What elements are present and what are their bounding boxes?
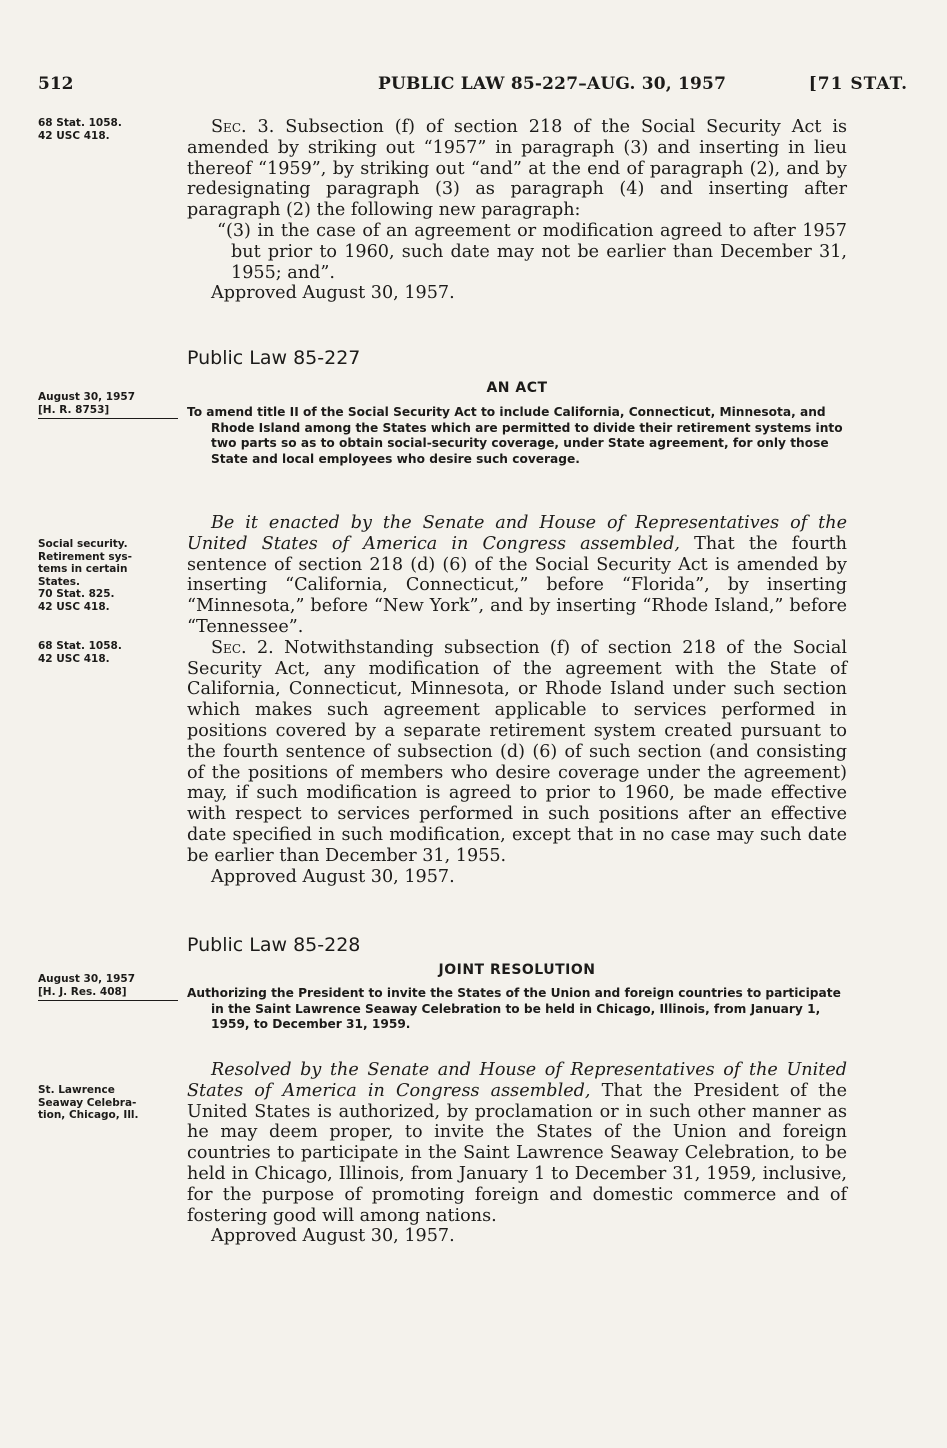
act-heading: AN ACT — [486, 380, 548, 396]
section-label: Sec. 3. — [211, 117, 275, 137]
section-3-block — [187, 117, 847, 304]
margin-usc-ref: 42 USC 418. — [38, 652, 110, 665]
section-2-paragraph — [187, 638, 847, 867]
resolving-text: That the President of the United States is authorized, by proclamation or in such other manner as he may deem proper, to invite the States of the Union and foreign countries to participate in the Saint Lawrence Seaway Celebration, to be held in Chicago, Illinois, from January 1 to December 31, 1959, inclusive, for the purpose of promoting foreign and domestic commerce and of fostering good will among nations. — [187, 1080, 847, 1226]
margin-line: 70 Stat. 825. — [38, 588, 115, 600]
enacting-text: That the fourth sentence of section 218 (d) (6) of the Social Security Act is amended by inserting “California, Connecticut,” before “Florida”, by inserting “Minnesota,” before “New York”, and by inserting “Rhode Island,” before “Tennessee”. — [187, 533, 848, 637]
running-header — [38, 74, 908, 102]
enacting-clause-paragraph — [187, 513, 847, 638]
margin-note-sec2 — [38, 640, 178, 665]
bill-number-note: [H. J. Res. 408] — [38, 985, 127, 998]
margin-rule — [38, 1000, 178, 1001]
margin-line: 42 USC 418. — [38, 600, 110, 613]
resolving-clause-paragraph — [187, 1060, 847, 1226]
margin-note-seaway — [38, 1084, 178, 1122]
approval-line: Approved August 30, 1957. — [211, 866, 455, 887]
statute-volume: [71 STAT. — [808, 74, 908, 94]
bill-number-note: [H. R. 8753] — [38, 403, 110, 416]
approval-date-note: August 30, 1957 — [38, 391, 135, 403]
page-number: 512 — [38, 74, 74, 94]
margin-rule — [38, 418, 178, 419]
margin-line: Social security. — [38, 538, 128, 550]
joint-resolution-heading: JOINT RESOLUTION — [438, 962, 596, 978]
pl227-body — [187, 513, 847, 887]
margin-usc-ref: 42 USC 418. — [38, 129, 110, 142]
section-2-text: Notwithstanding subsection (f) of section 218 of the Social Security Act, any modification of the agreement with the State of California, Connecticut, Minnesota, or Rhode Island under such section which makes such agreement applicable to services performed in positions covered by a separate retirement system created pursuant to the fourth sentence of subsection (d) (6) of such section (and consisting of the positions of members who desire coverage under the agreement) may, if such modification is agreed to prior to 1960, be made effective with respect to services performed in such positions after an effective date specified in such modification, except that in no case may such date be earlier than December 31, 1955. — [187, 637, 848, 866]
approval-line: Approved August 30, 1957. — [211, 1226, 455, 1247]
margin-note-date-227 — [38, 391, 178, 419]
margin-line: St. Lawrence — [38, 1084, 115, 1096]
margin-line: tems in certain — [38, 563, 128, 575]
pl228-body — [187, 1060, 847, 1247]
act-synopsis: To amend title II of the Social Security Act to include California, Connecticut, Minnesota, and Rhode Island among the States which are permitted to divide their retirement systems into two parts so as to obtain social-security coverage, under State agreement, for only those State and local employees who desire such coverage. — [187, 405, 843, 466]
resolving-clause: Resolved by the Senate and House of Representatives of the United States of America in Congress assembled, — [187, 1060, 847, 1101]
section-3-paragraph — [187, 117, 847, 221]
margin-line: States. — [38, 575, 81, 588]
public-law-title: Public Law 85-227 — [187, 347, 361, 369]
margin-line: Seaway Celebra- — [38, 1096, 137, 1109]
enacting-clause: Be it enacted by the Senate and House of Representatives of the United States of America in Congress assembled, — [187, 513, 847, 554]
approval-date-note: August 30, 1957 — [38, 973, 135, 985]
margin-stat-ref: 68 Stat. 1058. — [38, 117, 122, 129]
section-label: Sec. 2. — [211, 637, 274, 658]
margin-note-date-228 — [38, 973, 178, 1001]
approval-line: Approved August 30, 1957. — [211, 283, 455, 304]
public-law-title: Public Law 85-228 — [187, 934, 361, 956]
margin-line: Retirement sys- — [38, 550, 133, 563]
header-title: PUBLIC LAW 85-227–AUG. 30, 1957 — [378, 74, 727, 94]
margin-note-social-security — [38, 538, 178, 613]
section-3-text: Subsection (f) of section 218 of the Social Security Act is amended by striking out “1957” in paragraph (3) and inserting in lieu thereof “1959”, by striking out “and” at the end of paragraph (2), and by redesignating paragraph (3) as paragraph (4) and inserting after paragraph (2) the following new paragraph: — [187, 117, 848, 221]
quoted-paragraph: “(3) in the case of an agreement or modification agreed to after 1957 but prior to 1960, such date may not be earlier than December 31, 1955; and”. — [217, 220, 847, 283]
margin-stat-ref: 68 Stat. 1058. — [38, 640, 122, 652]
resolution-synopsis: Authorizing the President to invite the States of the Union and foreign countries to participate in the Saint Lawrence Seaway Celebration to be held in Chicago, Illinois, from January 1, 1959, to December 31, 1959. — [187, 986, 841, 1031]
margin-line: tion, Chicago, Ill. — [38, 1109, 139, 1121]
margin-note-sec3 — [38, 117, 178, 142]
